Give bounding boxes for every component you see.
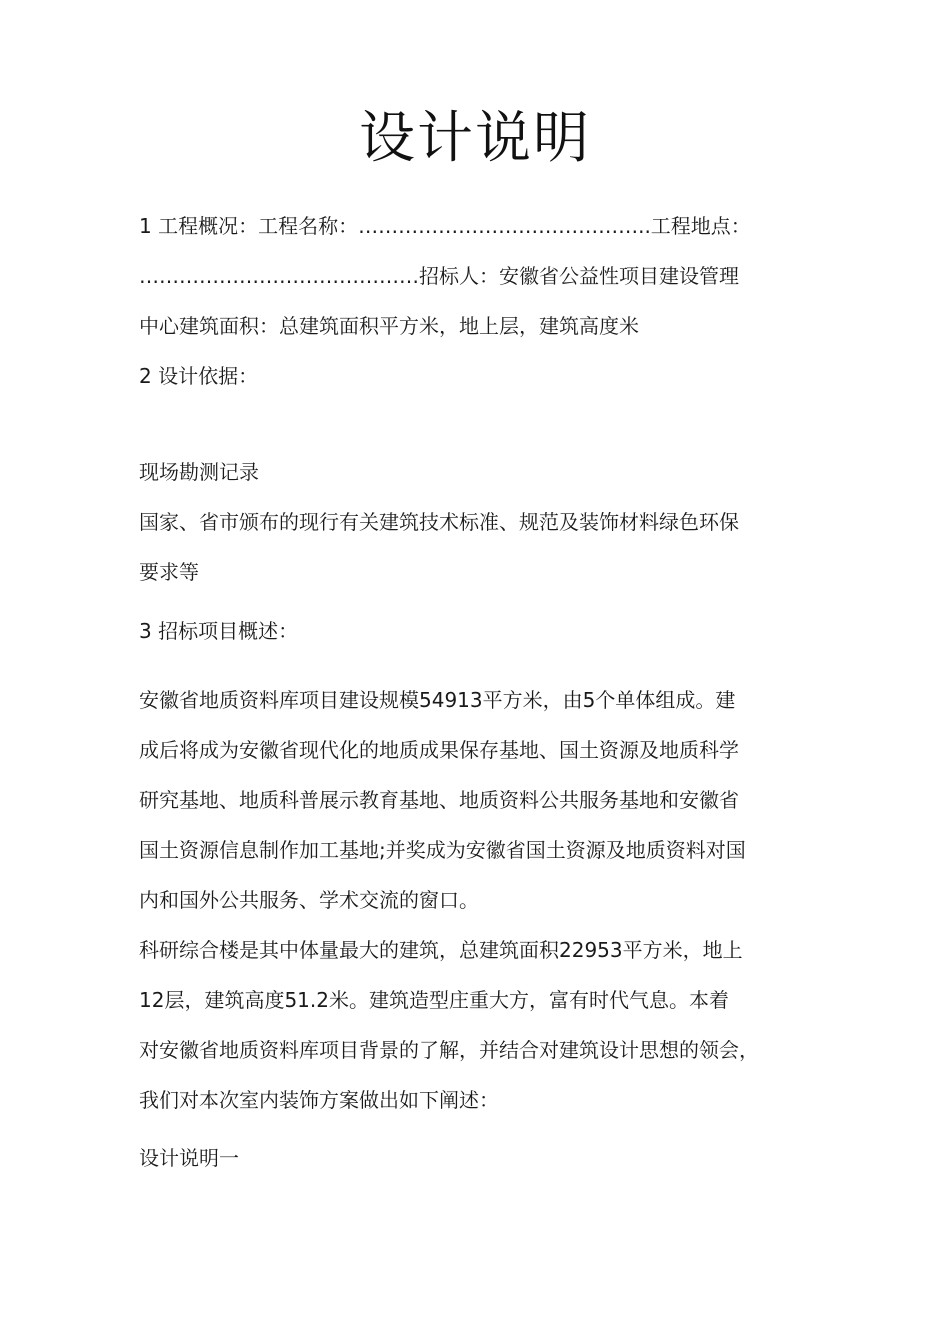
paragraph-line: 研究基地、地质科普展示教育基地、地质资料公共服务基地和安徽省 xyxy=(139,788,739,812)
paragraph-line: 我们对本次室内装饰方案做出如下阐述： xyxy=(139,1088,499,1112)
text-line-site-survey: 现场勘测记录 xyxy=(139,460,259,484)
paragraph-line: 国土资源信息制作加工基地;并奖成为安徽省国土资源及地质资料对国 xyxy=(139,838,746,862)
text-line-building-area: 中心建筑面积：总建筑面积平方米，地上层，建筑高度米 xyxy=(139,314,639,338)
paragraph-line: 对安徽省地质资料库项目背景的了解，并结合对建筑设计思想的领会， xyxy=(139,1038,759,1062)
text-line-standards: 国家、省市颁布的现行有关建筑技术标准、规范及装饰材料绿色环保 xyxy=(139,510,739,534)
paragraph-line: 内和国外公共服务、学术交流的窗口。 xyxy=(139,888,479,912)
paragraph-line: 成后将成为安徽省现代化的地质成果保存基地、国土资源及地质科学 xyxy=(139,738,739,762)
section-heading-design-note-one: 设计说明一 xyxy=(139,1146,239,1170)
text-line-bidder: ……………………………………招标人：安徽省公益性项目建设管理 xyxy=(139,264,739,288)
section-heading-design-basis: 2 设计依据： xyxy=(139,364,259,388)
paragraph-line: 12层，建筑高度51.2米。建筑造型庄重大方，富有时代气息。本着 xyxy=(139,988,729,1012)
paragraph-line: 安徽省地质资料库项目建设规模54913平方米，由5个单体组成。建 xyxy=(139,688,736,712)
text-line-standards-cont: 要求等 xyxy=(139,560,199,584)
paragraph-line: 科研综合楼是其中体量最大的建筑，总建筑面积22953平方米，地上 xyxy=(139,938,743,962)
section-heading-project-overview: 3 招标项目概述： xyxy=(139,619,299,643)
text-line-project-name: 1 工程概况：工程名称：……………………………………..工程地点： xyxy=(139,214,751,238)
document-title: 设计说明 xyxy=(359,106,591,171)
